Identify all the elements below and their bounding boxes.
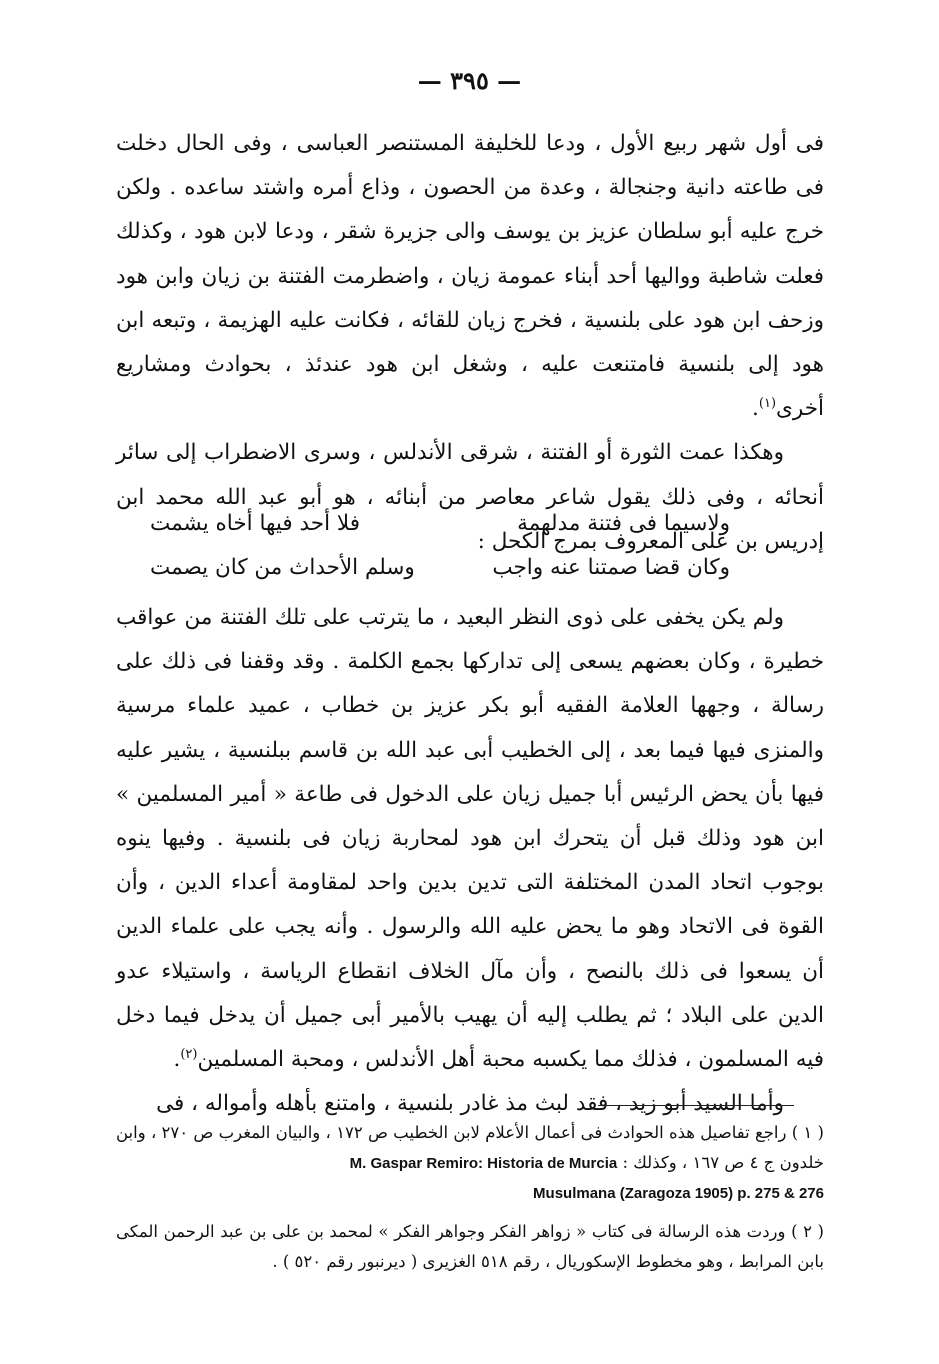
verse-2-second-hemistich: وسلم الأحداث من كان يصمت	[150, 555, 415, 580]
main-text-top	[116, 122, 824, 564]
verse-2-first-hemistich: وكان قضا صمتنا عنه واجب	[492, 555, 730, 580]
footnote-1-latin-ref: M. Gaspar Remiro: Historia de Murcia	[349, 1155, 618, 1172]
footnotes	[116, 1118, 824, 1277]
footnote-2: ( ٢ ) وردت هذه الرسالة فى كتاب « زواهر الفكر وجواهر الفكر » لمحمد بن على بن عبد الرحمن المكى بابن المرابط ، وهو مخطوط الإسكوريال ، رقم ٥١٨ الغزيرى ( ديرنبور رقم ٥٢٠ ) .	[116, 1222, 824, 1271]
footnote-divider	[598, 1105, 794, 1106]
footnote-1	[116, 1118, 824, 1179]
paragraph-2: وهكذا عمت الثورة أو الفتنة ، شرقى الأندلس ، وسرى الاضطراب إلى سائر أنحائه ، وفى ذلك يقول شاعر معاصر من أبنائه ، هو أبو عبد الله محمد ابن إدريس بن على المعروف بمرج الكحل :	[116, 440, 824, 554]
verse-1-second-hemistich: فلا أحد فيها أخاه يشمت	[150, 511, 361, 536]
verse-1-first-hemistich: ولاسيما فى فتنة مدلهمة	[517, 511, 730, 536]
footnote-ref-2[interactable]: (٢)	[180, 1046, 198, 1062]
verse-line-2	[150, 546, 730, 590]
footnote-1-text: ( ١ ) راجع تفاصيل هذه الحوادث فى أعمال الأعلام لابن الخطيب ص ١٧٢ ، والبيان المغرب ص ٢٧٠ ، وابن خلدون ج ٤ ص ١٦٧ ، وكذلك :	[116, 1123, 824, 1172]
footnote-1-latin-continuation: Musulmana (Zaragoza 1905) p. 275 & 276	[533, 1185, 824, 1202]
footnote-spacer	[116, 1209, 824, 1217]
paragraph-1-tail: .	[752, 396, 759, 422]
paragraph-3	[116, 596, 824, 1082]
paragraph-3-tail: .	[173, 1047, 181, 1073]
paragraph-3-text: ولم يكن يخفى على ذوى النظر البعيد ، ما يترتب على تلك الفتنة من عواقب خطيرة ، وكان بعضهم يسعى إلى تداركها بجمع الكلمة . وقد وقفنا فى ذلك على رسالة ، وجهها العلامة الفقيه أبو بكر عزيز بن خطاب ، عميد علماء مرسية والمنزى فيها فيما بعد ، إلى الخطيب أبى عبد الله بن قاسم ببلنسية ، يشير عليه فيها بأن يحض الرئيس أبا جميل زيان على الدخول فى طاعة « أمير المسلمين » ابن هود وذلك قبل أن يتحرك ابن هود لمحاربة زيان فى بلنسية . وفيها ينوه بوجوب اتحاد المدن المختلفة التى تدين بدين واحد لمقاومة أعداء الدين ، وأن القوة فى الاتحاد وهو ما يحض عليه الله والرسول . وأنه يجب على علماء الدين أن يسعوا فى ذلك بالنصح ، وأن مآل الخلاف انقطاع الرياسة ، واستيلاء عدو الدين على البلاد ؛ ثم يطلب إليه أن يهيب بالأمير أبى جميل أن يدخل فيما دخل فيه المسلمون ، فذلك مما يكسبه محبة أهل الأندلس ، ومحبة المسلمين	[116, 605, 824, 1073]
paragraph-1	[116, 122, 824, 431]
footnote-ref-1[interactable]: (١)	[758, 396, 777, 412]
verse-line-1	[150, 502, 730, 546]
paragraph-1-text: فى أول شهر ربيع الأول ، ودعا للخليفة المستنصر العباسى ، وفى الحال دخلت فى طاعته دانية وجنجالة ، وعدة من الحصون ، وذاع أمره واشتد ساعده . ولكن خرج عليه أبو سلطان عزيز بن يوسف والى جزيرة شقر ، ودعا لابن هود ، وكذلك فعلت شاطبة وواليها أحد أبناء عمومة زيان ، واضطرمت الفتنة بن زيان وابن هود وزحف ابن هود على بلنسية ، فخرج زيان للقائه ، فكانت عليه الهزيمة ، وتبعه ابن هود إلى بلنسية فامتنعت عليه ، وشغل ابن هود عندئذ ، بحوادث ومشاريع أخرى	[116, 131, 824, 422]
page-number: — ٣٩٥ —	[417, 66, 522, 95]
main-text-bottom	[116, 596, 824, 1126]
paragraph-4: وأما السيد أبو زيد ، فقد لبث مذ غادر بلنسية ، وامتنع بأهله وأمواله ، فى	[156, 1091, 784, 1117]
